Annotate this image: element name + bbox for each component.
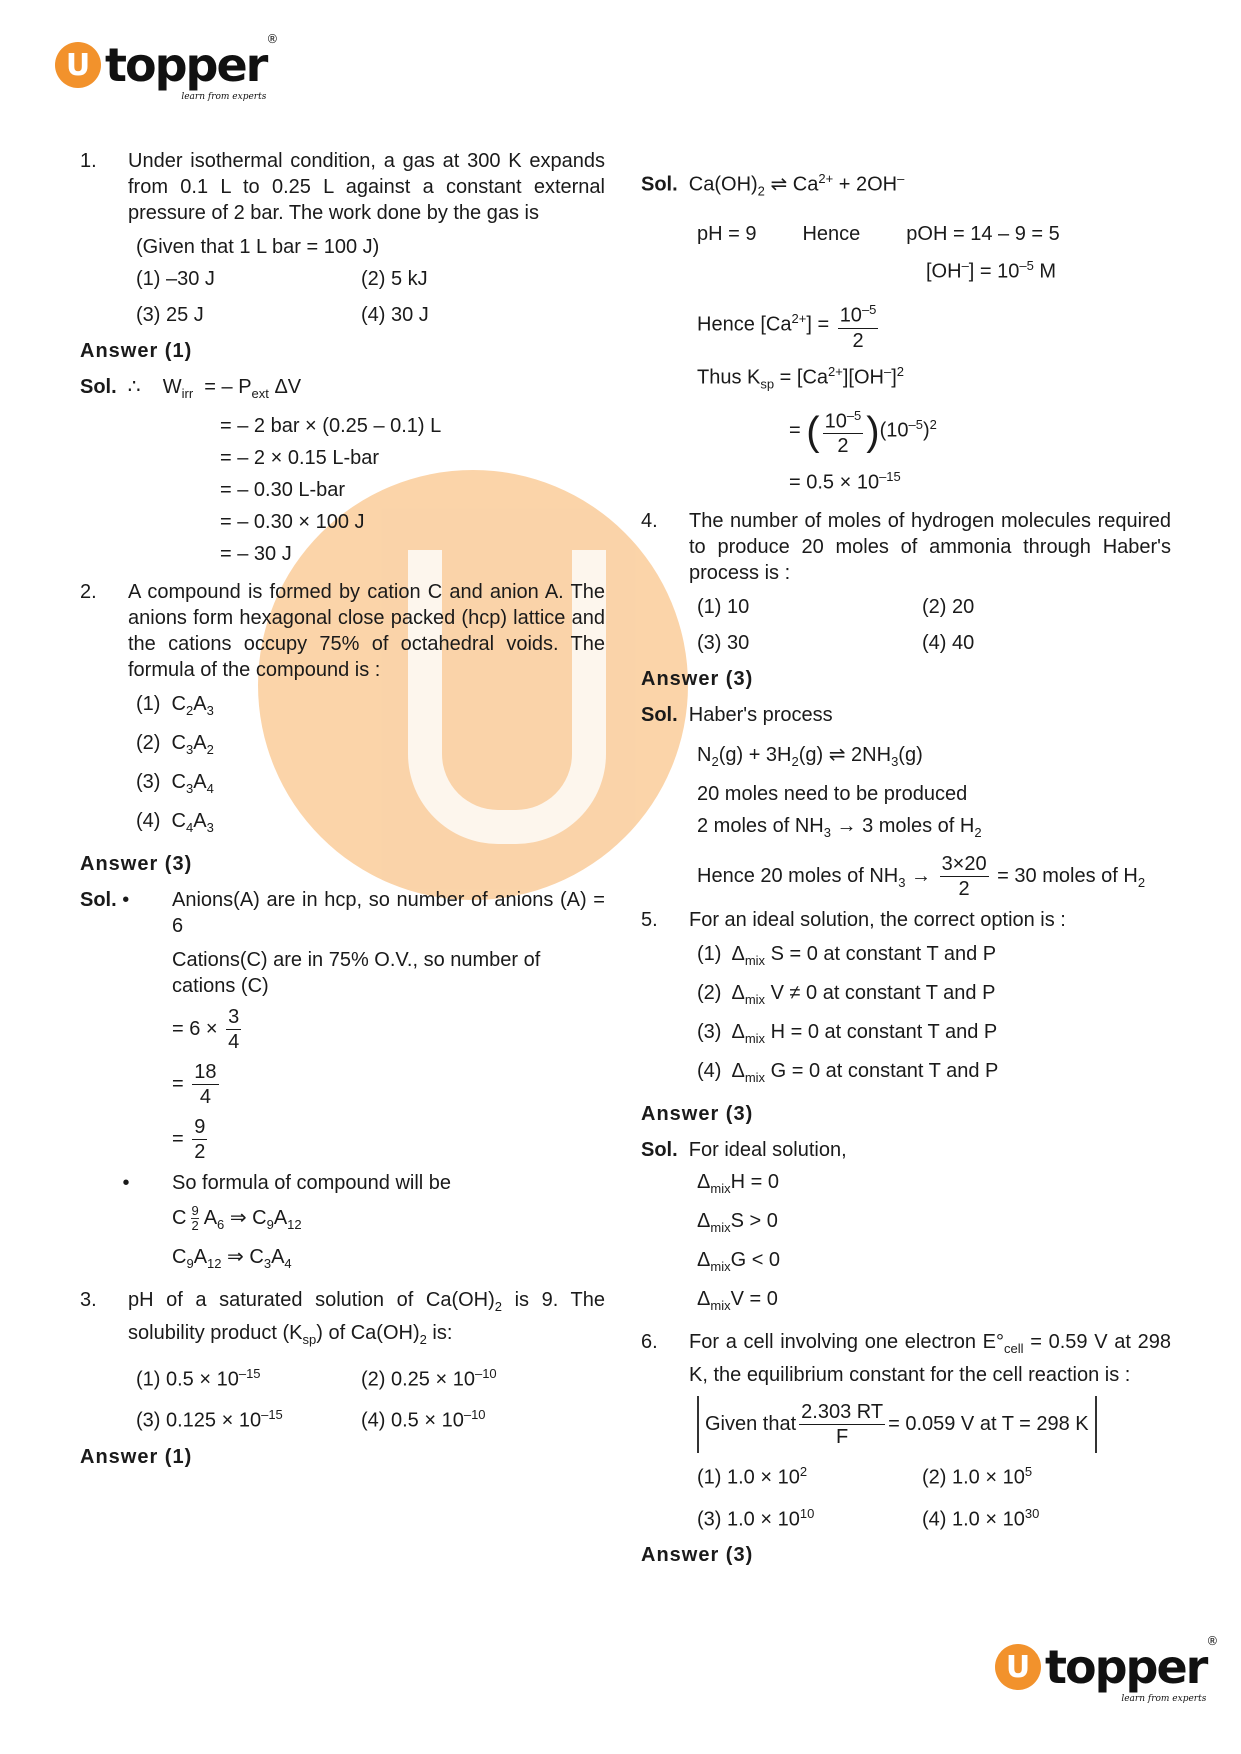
- question-6: 6. For a cell involving one electron $E^\circ_{cell} = 0.59$ V at 298 K, the equilibrium constant for the cell reaction is :: [641, 1330, 1171, 1386]
- brand-wordmark: topper ® learn from experts: [1045, 1634, 1219, 1704]
- question-3-text: pH of a saturated solution of $Ca(OH)_2$ is 9. The solubility product $(K_{sp})$ of $Ca(OH)_2$ is:: [128, 1288, 605, 1347]
- question-1-given: (Given that 1 L bar = 100 J): [136, 236, 380, 258]
- question-4-options: (1) 10 (2) 20 (3) 30 (4) 40: [697, 595, 975, 654]
- solution-4: Sol. Haber's process: [641, 703, 833, 726]
- question-6-options: (1) $1.0 \times 10^2$ (2) $1.0 \times 10^5$ (3) $1.0 \times 10^{10}$ (4) $1.0 \times 10^{30}$: [697, 1463, 1040, 1531]
- left-column: 1. Under isothermal condition, a gas at 300 K expands from 0.1 L to 0.25 L against a constant external pressure of 2 bar. The work done by the gas is (Given that 1 L bar = 100 J) (1) –30 J (2) 5 kJ (3) 25 J (4) 30 J Answer (1) Sol. ∴ $W_{irr}$ = – $P_{ext}$ ΔV = – 2 bar × (0.25 – 0.1) L = – 2 × 0.15 L-bar = – 0.30 L-bar = – 0.30 × 100 J = – 30 J 2. A compound is formed by cation C and anion A. The anions form hexagonal close packed (hcp) lattice and the cations occupy 75% of octahedral voids. The formula of the compound is : (1) $C_2A_3$ (2) $C_3A_2$ (3) $C_3A_4$ (4) $C_4A_3$ Answer (3) Sol. • Anions(A) are in hcp, so number of anions (A) = 6 Cations(C) are in 75% O.V., so number of cations (C) = 6 × $\frac{3}{4}$ = $\frac{18}{4}$ = $\frac{9}{2}$ • So formula of compound will be C $\frac{9}{2}$ $A_6$ ⇒ $C_9A_{12}$ $C_9A_{12}$ ⇒ $C_3A_4$ 3. pH of a saturated solution of $Ca(OH)_2$ is 9. The solubility product $(K_{sp})$ of $Ca(OH)_2$ is: (1) $0.5 \times 10^{-15}$ (2) $0.25 \times 10^{-10}$ (3) $0.125 \times 10^{-15}$ (4) $0.5 \times 10^{-10}$ Answer (1): [80, 150, 605, 1469]
- answer-5: Answer (3): [641, 1102, 754, 1125]
- answer-2: Answer (3): [80, 853, 193, 875]
- question-1-options: (1) –30 J (2) 5 kJ (3) 25 J (4) 30 J: [136, 268, 429, 326]
- brand-logo-bottom: [995, 1634, 1219, 1704]
- solution-3: Sol. $Ca(OH)_2$ ⇌ $Ca^{2+} + 2OH^-$: [641, 171, 905, 199]
- question-1-text: Under isothermal condition, a gas at 300 K expands from 0.1 L to 0.25 L against a constant external pressure of 2 bar. The work done by the gas is: [128, 150, 605, 224]
- question-6-text: For a cell involving one electron $E^\circ_{cell} = 0.59$ V at 298 K, the equilibrium constant for the cell reaction is :: [689, 1330, 1171, 1386]
- brand-badge-icon: U: [55, 42, 101, 88]
- question-5-text: For an ideal solution, the correct option is :: [689, 908, 1066, 931]
- right-column: Sol. $Ca(OH)_2$ ⇌ $Ca^{2+} + 2OH^-$ pH = 9 Hence pOH = 14 – 9 = 5 $[OH^-] = 10^{-5}$ M Hence $[Ca^{2+}]$ = $\frac{10^{-5}}{2}$ Thus $K_{sp} = [Ca^{2+}][OH^-]^2$ = ( $\frac{10^{-5}}{2}$ )$(10^{-5})^2$ = $0.5 \times 10^{-15}$ 4. The number of moles of hydrogen molecules required to produce 20 moles of ammonia through Haber's process is : (1) 10 (2) 20 (3) 30 (4) 40 Answer (3) Sol. Haber's process $N_2(g) + 3H_2(g)$ ⇌ $2NH_3(g)$ 20 moles need to be produced 2 moles of $NH_3 \to 3$ moles of $H_2$ Hence 20 moles of $NH_3$ → $\frac{3\times 20}{2}$ = 30 moles of $H_2$ 5. For an ideal solution, the correct option is : (1) $\Delta_{mix}$ S = 0 at constant T and P (2) $\Delta_{mix}$ V ≠ 0 at constant T and P (3) $\Delta_{mix}$ H = 0 at constant T and P (4) $\Delta_{mix}$ G = 0 at constant T and P Answer (3) Sol. For ideal solution, $\Delta_{mix}H = 0$ $\Delta_{mix}S > 0$ $\Delta_{mix}G < 0$ $\Delta_{mix}V = 0$ 6. For a cell involving one electron $E^\circ_{cell} = 0.59$ V at 298 K, the equilibrium constant for the cell reaction is : Given that $\frac{2.303 RT}{F}$ = 0.059 V at T = 298 K (1) $1.0 \times 10^2$ (2) $1.0 \times 10^5$ (3) $1.0 \times 10^{10}$ (4) $1.0 \times 10^{30}$ Answer (3): [641, 160, 1171, 1578]
- q2-option-1: (1) $C_2A_3$: [136, 693, 214, 718]
- question-5: 5. For an ideal solution, the correct option is :: [641, 907, 1171, 933]
- q2-option-4: (4) $C_4A_3$: [136, 810, 214, 835]
- question-4: 4. The number of moles of hydrogen molecules required to produce 20 moles of ammonia through Haber's process is :: [641, 509, 1171, 584]
- question-2-text: A compound is formed by cation C and anion A. The anions form hexagonal close packed (hcp) lattice and the cations occupy 75% of octahedral voids. The formula of the compound is :: [128, 581, 605, 681]
- answer-6: Answer (3): [641, 1544, 754, 1567]
- answer-3: Answer (1): [80, 1446, 193, 1469]
- answer-1: Answer (1): [80, 340, 193, 362]
- question-3: 3. pH of a saturated solution of $Ca(OH)_2$ is 9. The solubility product $(K_{sp})$ of $Ca(OH)_2$ is:: [80, 1287, 605, 1353]
- answer-4: Answer (3): [641, 667, 754, 690]
- brand-badge-icon: U: [995, 1644, 1041, 1690]
- solution-5: Sol. For ideal solution,: [641, 1138, 847, 1161]
- solution-2: Sol. • Anions(A) are in hcp, so number of anions (A) = 6: [80, 889, 605, 937]
- question-4-text: The number of moles of hydrogen molecules required to produce 20 moles of ammonia through Haber's process is :: [689, 509, 1171, 584]
- q2-option-3: (3) $C_3A_4$: [136, 771, 214, 796]
- brand-wordmark: topper ® learn from experts: [105, 32, 279, 102]
- q2-option-2: (2) $C_3A_2$: [136, 732, 214, 757]
- question-1: 1. Under isothermal condition, a gas at 300 K expands from 0.1 L to 0.25 L against a constant external pressure of 2 bar. The work done by the gas is: [80, 150, 605, 224]
- question-2: 2. A compound is formed by cation C and anion A. The anions form hexagonal close packed (hcp) lattice and the cations occupy 75% of octahedral voids. The formula of the compound is :: [80, 581, 605, 681]
- question-3-options: (1) $0.5 \times 10^{-15}$ (2) $0.25 \times 10^{-10}$ (3) $0.125 \times 10^{-15}$ (4) $0.5 \times 10^{-10}$: [136, 1365, 497, 1433]
- solution-1: Sol. ∴ $W_{irr}$ = – $P_{ext}$ ΔV: [80, 376, 302, 401]
- brand-logo-top: [55, 32, 279, 102]
